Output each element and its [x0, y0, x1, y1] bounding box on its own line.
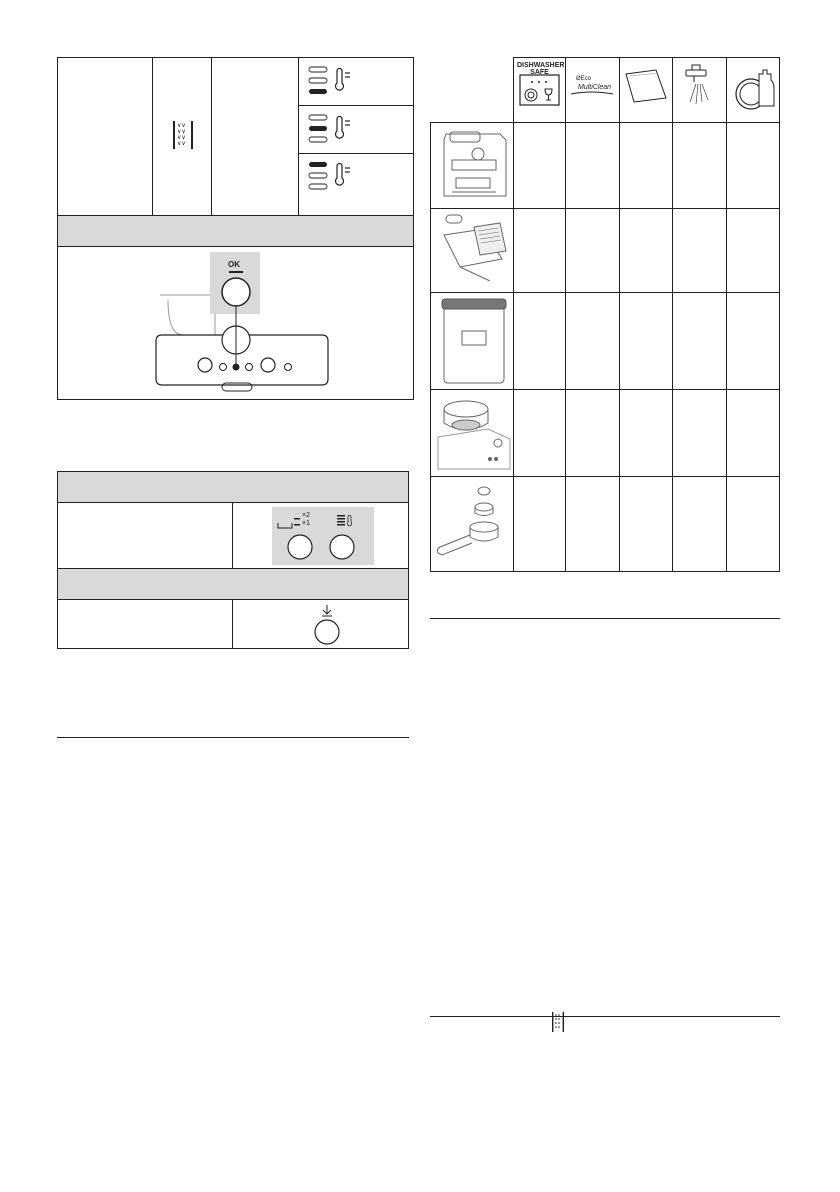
shot-single-label: ×1 [302, 520, 310, 527]
svg-text:∨∨: ∨∨ [177, 122, 186, 129]
svg-text:∨∨: ∨∨ [177, 140, 186, 147]
machine-body-image [438, 128, 510, 204]
right-section-divider [430, 618, 780, 619]
drip-tray-image [438, 213, 510, 289]
svg-text:∨∨: ∨∨ [177, 134, 186, 141]
multiclean-label: MultiClean [578, 84, 612, 91]
tap-water-icon [676, 62, 722, 110]
bean-hopper-image [436, 393, 512, 473]
multiclean-prefix: ØEco [576, 76, 592, 82]
svg-text:∨∨: ∨∨ [177, 128, 186, 135]
dishwasher-label-line2: SAFE [530, 69, 549, 76]
temperature-high-icon [308, 160, 358, 192]
ok-label: OK [228, 260, 240, 269]
left-section-divider [57, 737, 409, 738]
water-tank-image [440, 297, 510, 385]
hot-water-button [310, 602, 344, 648]
steam-inline-icon [552, 1012, 564, 1032]
table-header-band [58, 215, 413, 247]
steam-icon [172, 120, 194, 150]
temperature-low-icon [308, 65, 358, 97]
dish-soap-icon [731, 62, 776, 112]
portafilter-image [434, 483, 512, 567]
double-shot-button [272, 507, 374, 565]
dishwasher-label-line1: DISHWASHER [517, 62, 565, 69]
cloth-icon [622, 66, 670, 106]
shot-double-label: ×2 [302, 512, 310, 519]
right-bottom-divider [430, 1016, 780, 1017]
temperature-medium-icon [308, 113, 358, 145]
control-panel-illustration [150, 250, 330, 395]
